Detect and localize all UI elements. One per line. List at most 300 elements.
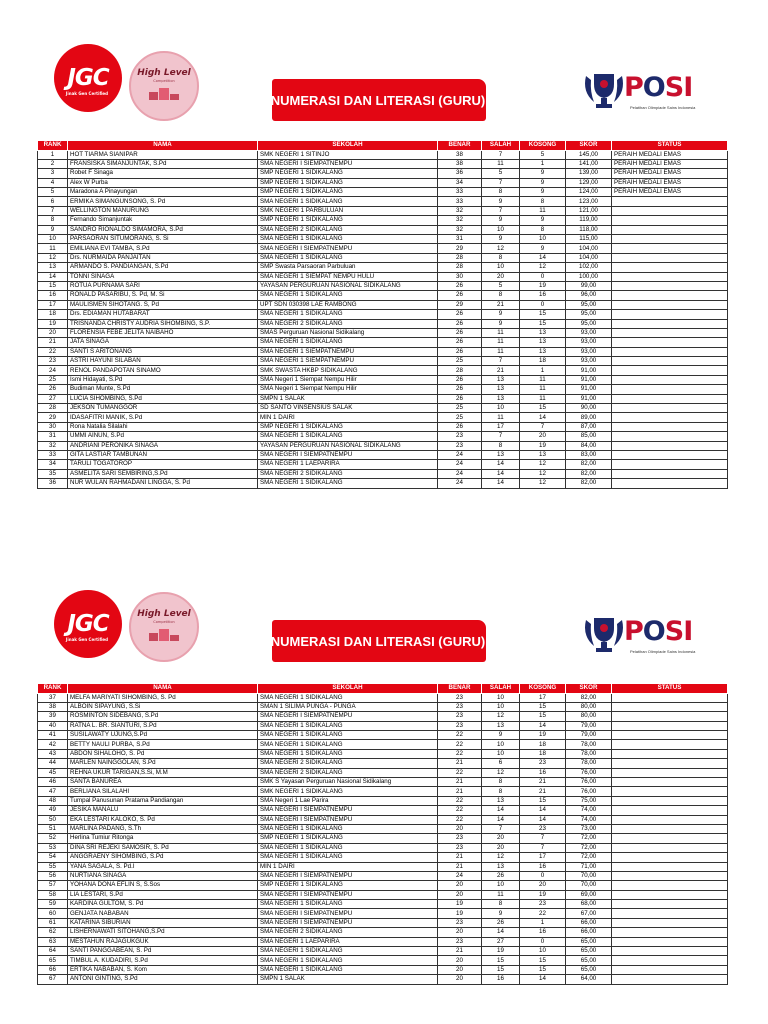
cell-kosong: 14 bbox=[520, 975, 566, 984]
cell-benar: 21 bbox=[438, 787, 482, 796]
cell-sekolah: SMA NEGERI 1 SIDIKALANG bbox=[258, 479, 438, 488]
cell-status bbox=[612, 768, 728, 777]
cell-status bbox=[612, 815, 728, 824]
cell-sekolah: SMA NEGERI I SIEMPATNEMPU bbox=[258, 890, 438, 899]
cell-sekolah: SMA NEGERI 1 SIDIKALANG bbox=[258, 338, 438, 347]
table-row bbox=[38, 422, 728, 431]
cell-kosong: 12 bbox=[520, 263, 566, 272]
table-header-row bbox=[38, 684, 728, 694]
cell-status bbox=[612, 272, 728, 281]
table-row bbox=[38, 956, 728, 965]
cell-sekolah: SMA NEGERI 1 SIDIKALANG bbox=[258, 900, 438, 909]
cell-benar: 26 bbox=[438, 422, 482, 431]
cell-kosong: 0 bbox=[520, 937, 566, 946]
cell-status bbox=[612, 441, 728, 450]
cell-kosong: 5 bbox=[520, 150, 566, 159]
table-row bbox=[38, 787, 728, 796]
cell-sekolah: SMA NEGERI 1 SIDIKALANG bbox=[258, 853, 438, 862]
cell-status bbox=[612, 975, 728, 984]
table-body bbox=[38, 150, 728, 488]
table-row bbox=[38, 394, 728, 403]
cell-skor: 118,00 bbox=[566, 225, 612, 234]
cell-benar: 23 bbox=[438, 693, 482, 702]
cell-rank: 30 bbox=[38, 422, 68, 431]
cell-nama: RATNA L. BR. SIANTURI, S.Pd bbox=[68, 721, 258, 730]
cell-nama: ARMANDO S. PANDIANGAN, S.Pd bbox=[68, 263, 258, 272]
cell-skor: 129,00 bbox=[566, 178, 612, 187]
cell-status: PERAIH MEDALI EMAS bbox=[612, 178, 728, 187]
table-row bbox=[38, 244, 728, 253]
cell-status bbox=[612, 965, 728, 974]
cell-kosong: 17 bbox=[520, 853, 566, 862]
cell-kosong: 1 bbox=[520, 159, 566, 168]
cell-kosong: 23 bbox=[520, 824, 566, 833]
cell-benar: 22 bbox=[438, 806, 482, 815]
cell-status bbox=[612, 404, 728, 413]
cell-nama: RENOL PANDAPOTAN SINAMO bbox=[68, 366, 258, 375]
cell-rank: 22 bbox=[38, 347, 68, 356]
cell-kosong: 7 bbox=[520, 422, 566, 431]
cell-skor: 72,00 bbox=[566, 834, 612, 843]
cell-rank: 1 bbox=[38, 150, 68, 159]
column-header-rank: RANK bbox=[38, 141, 68, 151]
high-level-logo-subtext: Competition bbox=[153, 79, 175, 83]
cell-salah: 11 bbox=[482, 338, 520, 347]
cell-nama: ERMIKA SIMANGUNSONG, S. Pd bbox=[68, 197, 258, 206]
cell-rank: 21 bbox=[38, 338, 68, 347]
cell-skor: 91,00 bbox=[566, 375, 612, 384]
cell-nama: Budiman Munte, S.Pd bbox=[68, 385, 258, 394]
column-header-status: STATUS bbox=[612, 141, 728, 151]
cell-status bbox=[612, 263, 728, 272]
cell-rank: 6 bbox=[38, 197, 68, 206]
cell-status bbox=[612, 253, 728, 262]
table-row bbox=[38, 721, 728, 730]
cell-benar: 22 bbox=[438, 768, 482, 777]
cell-nama: SANDRO RIONALDO SIMAMORA, S.Pd bbox=[68, 225, 258, 234]
jgc-logo bbox=[54, 590, 122, 658]
table-row bbox=[38, 815, 728, 824]
cell-skor: 115,00 bbox=[566, 235, 612, 244]
cell-sekolah: SMA NEGERI 1 SIDIKALANG bbox=[258, 956, 438, 965]
cell-benar: 26 bbox=[438, 328, 482, 337]
cell-skor: 65,00 bbox=[566, 947, 612, 956]
table-row bbox=[38, 347, 728, 356]
cell-nama: MAULISMEN SIHOTANG. S, Pd bbox=[68, 300, 258, 309]
table-row bbox=[38, 225, 728, 234]
table-row bbox=[38, 197, 728, 206]
cell-sekolah: SMA NEGERI I SIEMPATNEMPU bbox=[258, 451, 438, 460]
cell-status bbox=[612, 947, 728, 956]
cell-benar: 31 bbox=[438, 235, 482, 244]
cell-nama: BETTY NAULI PURBA, S.Pd bbox=[68, 740, 258, 749]
table-row bbox=[38, 319, 728, 328]
cell-sekolah: SMA NEGERI 1 SIDIKALANG bbox=[258, 310, 438, 319]
cell-salah: 11 bbox=[482, 347, 520, 356]
table-row bbox=[38, 909, 728, 918]
table-row bbox=[38, 310, 728, 319]
cell-benar: 28 bbox=[438, 253, 482, 262]
cell-nama: ABDON SIHALOHO, S. Pd bbox=[68, 749, 258, 758]
cell-skor: 83,00 bbox=[566, 451, 612, 460]
cell-nama: REHNA UKUR TARIGAN,S.Si, M.M bbox=[68, 768, 258, 777]
column-header-benar: BENAR bbox=[438, 141, 482, 151]
cell-skor: 66,00 bbox=[566, 918, 612, 927]
cell-nama: LIA LESTARI, S.Pd bbox=[68, 890, 258, 899]
cell-salah: 7 bbox=[482, 357, 520, 366]
cell-nama: GENJATA NABABAN bbox=[68, 909, 258, 918]
cell-nama: ALBOIN SIPAYUNG, S.Si bbox=[68, 702, 258, 711]
table-row bbox=[38, 235, 728, 244]
cell-benar: 26 bbox=[438, 338, 482, 347]
cell-nama: Drs. EDIAMAN HUTABARAT bbox=[68, 310, 258, 319]
cell-sekolah: SMA NEGERI 2 SIDIKALANG bbox=[258, 319, 438, 328]
table-row bbox=[38, 853, 728, 862]
cell-salah: 9 bbox=[482, 319, 520, 328]
event-title-banner bbox=[272, 79, 486, 121]
cell-skor: 64,00 bbox=[566, 975, 612, 984]
cell-skor: 79,00 bbox=[566, 731, 612, 740]
cell-benar: 23 bbox=[438, 721, 482, 730]
cell-kosong: 11 bbox=[520, 375, 566, 384]
cell-status bbox=[612, 310, 728, 319]
trophy-icon bbox=[580, 612, 628, 656]
cell-rank: 50 bbox=[38, 815, 68, 824]
cell-salah: 26 bbox=[482, 918, 520, 927]
cell-kosong: 13 bbox=[520, 328, 566, 337]
cell-nama: KARDINA GULTOM, S. Pd bbox=[68, 900, 258, 909]
ranking-table bbox=[37, 140, 728, 489]
table-row bbox=[38, 778, 728, 787]
cell-nama: SANTI S ARITONANG bbox=[68, 347, 258, 356]
cell-nama: JEKSON TUMANGGOR bbox=[68, 404, 258, 413]
cell-benar: 23 bbox=[438, 702, 482, 711]
cell-nama: ANTONI GINTING, S.Pd bbox=[68, 975, 258, 984]
cell-rank: 20 bbox=[38, 328, 68, 337]
cell-nama: RONALD PASARIBU, S. Pd, M. Si bbox=[68, 291, 258, 300]
cell-rank: 9 bbox=[38, 225, 68, 234]
cell-nama: SUSILAWATY UJUNG,S.Pd bbox=[68, 731, 258, 740]
cell-skor: 79,00 bbox=[566, 721, 612, 730]
cell-benar: 22 bbox=[438, 815, 482, 824]
cell-benar: 24 bbox=[438, 460, 482, 469]
cell-status bbox=[612, 918, 728, 927]
cell-salah: 17 bbox=[482, 422, 520, 431]
table-row bbox=[38, 796, 728, 805]
table-row bbox=[38, 206, 728, 215]
cell-salah: 8 bbox=[482, 778, 520, 787]
table-row bbox=[38, 731, 728, 740]
cell-rank: 38 bbox=[38, 702, 68, 711]
cell-rank: 19 bbox=[38, 319, 68, 328]
table-row bbox=[38, 432, 728, 441]
cell-rank: 59 bbox=[38, 900, 68, 909]
cell-kosong: 18 bbox=[520, 357, 566, 366]
cell-rank: 25 bbox=[38, 375, 68, 384]
cell-skor: 65,00 bbox=[566, 937, 612, 946]
column-header-sekolah: SEKOLAH bbox=[258, 684, 438, 694]
cell-salah: 8 bbox=[482, 188, 520, 197]
cell-rank: 8 bbox=[38, 216, 68, 225]
cell-sekolah: SMA NEGERI I SIEMPATNEMPU bbox=[258, 806, 438, 815]
cell-rank: 4 bbox=[38, 178, 68, 187]
cell-benar: 26 bbox=[438, 291, 482, 300]
cell-kosong: 15 bbox=[520, 965, 566, 974]
cell-nama: SANTA BANUREA bbox=[68, 778, 258, 787]
cell-benar: 34 bbox=[438, 178, 482, 187]
cell-salah: 9 bbox=[482, 197, 520, 206]
podium-icon bbox=[147, 86, 181, 100]
cell-status bbox=[612, 216, 728, 225]
cell-salah: 20 bbox=[482, 834, 520, 843]
cell-status bbox=[612, 281, 728, 290]
cell-salah: 13 bbox=[482, 385, 520, 394]
cell-rank: 43 bbox=[38, 749, 68, 758]
cell-status bbox=[612, 834, 728, 843]
cell-status bbox=[612, 300, 728, 309]
table-row bbox=[38, 702, 728, 711]
cell-kosong: 11 bbox=[520, 385, 566, 394]
cell-skor: 141,00 bbox=[566, 159, 612, 168]
cell-status bbox=[612, 956, 728, 965]
cell-skor: 104,00 bbox=[566, 253, 612, 262]
cell-salah: 8 bbox=[482, 787, 520, 796]
cell-status bbox=[612, 413, 728, 422]
cell-status bbox=[612, 479, 728, 488]
cell-kosong: 0 bbox=[520, 871, 566, 880]
cell-kosong: 15 bbox=[520, 796, 566, 805]
cell-sekolah: SMA NEGERI 2 SIDIKALANG bbox=[258, 469, 438, 478]
column-header-status: STATUS bbox=[612, 684, 728, 694]
cell-rank: 64 bbox=[38, 947, 68, 956]
cell-kosong: 12 bbox=[520, 460, 566, 469]
cell-nama: MESTAHUN RAJAGUKGUK bbox=[68, 937, 258, 946]
cell-sekolah: SMK S Yayasan Perguruan Nasional Sidikalang bbox=[258, 778, 438, 787]
table-row bbox=[38, 918, 728, 927]
table-row bbox=[38, 291, 728, 300]
cell-benar: 20 bbox=[438, 965, 482, 974]
table-row bbox=[38, 460, 728, 469]
cell-nama: JESIKA MANALU bbox=[68, 806, 258, 815]
cell-salah: 14 bbox=[482, 460, 520, 469]
cell-salah: 14 bbox=[482, 806, 520, 815]
column-header-nama: NAMA bbox=[68, 141, 258, 151]
cell-sekolah: SMA NEGERI 1 SIDIKALANG bbox=[258, 432, 438, 441]
cell-benar: 30 bbox=[438, 272, 482, 281]
cell-kosong: 9 bbox=[520, 169, 566, 178]
cell-kosong: 9 bbox=[520, 216, 566, 225]
cell-rank: 10 bbox=[38, 235, 68, 244]
cell-salah: 13 bbox=[482, 394, 520, 403]
cell-sekolah: SMPN 1 SALAK bbox=[258, 975, 438, 984]
cell-salah: 12 bbox=[482, 853, 520, 862]
cell-kosong: 19 bbox=[520, 281, 566, 290]
cell-status bbox=[612, 347, 728, 356]
cell-sekolah: SMA NEGERI 1 SIDIKALANG bbox=[258, 740, 438, 749]
cell-status bbox=[612, 702, 728, 711]
cell-status bbox=[612, 291, 728, 300]
cell-nama: Herlina Tumiur Ritonga bbox=[68, 834, 258, 843]
cell-skor: 65,00 bbox=[566, 965, 612, 974]
podium-icon bbox=[147, 627, 181, 641]
cell-kosong: 14 bbox=[520, 806, 566, 815]
table-row bbox=[38, 159, 728, 168]
cell-benar: 29 bbox=[438, 300, 482, 309]
table-row bbox=[38, 937, 728, 946]
cell-kosong: 15 bbox=[520, 319, 566, 328]
cell-skor: 76,00 bbox=[566, 787, 612, 796]
cell-status bbox=[612, 909, 728, 918]
cell-sekolah: SMA NEGERI 2 SIDIKALANG bbox=[258, 759, 438, 768]
cell-salah: 9 bbox=[482, 909, 520, 918]
column-header-salah: SALAH bbox=[482, 684, 520, 694]
cell-sekolah: SMA NEGERI 2 SIDIKALANG bbox=[258, 225, 438, 234]
cell-skor: 102,00 bbox=[566, 263, 612, 272]
cell-kosong: 19 bbox=[520, 890, 566, 899]
cell-sekolah: SMA NEGERI 1 SIDIKALANG bbox=[258, 843, 438, 852]
cell-salah: 6 bbox=[482, 759, 520, 768]
cell-benar: 20 bbox=[438, 975, 482, 984]
posi-logo bbox=[580, 68, 702, 116]
cell-salah: 7 bbox=[482, 206, 520, 215]
cell-benar: 25 bbox=[438, 404, 482, 413]
cell-rank: 2 bbox=[38, 159, 68, 168]
cell-salah: 11 bbox=[482, 159, 520, 168]
posi-tagline: Pelatihan Olimpiade Sains Indonesia bbox=[630, 105, 696, 110]
cell-nama: Rona Natalia Silalahi bbox=[68, 422, 258, 431]
cell-skor: 84,00 bbox=[566, 441, 612, 450]
cell-status bbox=[612, 796, 728, 805]
cell-sekolah: SMP NEGERI 1 SIDIKALANG bbox=[258, 422, 438, 431]
cell-salah: 13 bbox=[482, 796, 520, 805]
table-row bbox=[38, 806, 728, 815]
cell-sekolah: SMA NEGERI 1 SIDIKALANG bbox=[258, 197, 438, 206]
cell-status bbox=[612, 432, 728, 441]
cell-sekolah: SMA NEGERI I SIEMPATNEMPU bbox=[258, 909, 438, 918]
cell-skor: 91,00 bbox=[566, 385, 612, 394]
cell-rank: 14 bbox=[38, 272, 68, 281]
table-row bbox=[38, 768, 728, 777]
cell-nama: ANGGRAENY SIHOMBING, S.Pd bbox=[68, 853, 258, 862]
cell-skor: 121,00 bbox=[566, 206, 612, 215]
cell-salah: 13 bbox=[482, 375, 520, 384]
cell-nama: Drs. NURMAIDA PANJAITAN bbox=[68, 253, 258, 262]
cell-skor: 78,00 bbox=[566, 740, 612, 749]
event-title: NUMERASI DAN LITERASI (GURU) bbox=[270, 92, 486, 108]
cell-benar: 21 bbox=[438, 862, 482, 871]
cell-kosong: 20 bbox=[520, 881, 566, 890]
cell-salah: 10 bbox=[482, 693, 520, 702]
cell-status bbox=[612, 721, 728, 730]
cell-skor: 76,00 bbox=[566, 778, 612, 787]
table-row bbox=[38, 712, 728, 721]
cell-status: PERAIH MEDALI EMAS bbox=[612, 188, 728, 197]
cell-nama: NUR WULAN RAHMADANI LINGGA, S. Pd bbox=[68, 479, 258, 488]
cell-skor: 65,00 bbox=[566, 956, 612, 965]
table-row bbox=[38, 479, 728, 488]
cell-skor: 82,00 bbox=[566, 460, 612, 469]
cell-nama: EKA LESTARI KALOKO, S. Pd bbox=[68, 815, 258, 824]
cell-rank: 62 bbox=[38, 928, 68, 937]
cell-salah: 11 bbox=[482, 413, 520, 422]
cell-status bbox=[612, 806, 728, 815]
table-row bbox=[38, 890, 728, 899]
cell-nama: Robet F Sinaga bbox=[68, 169, 258, 178]
cell-skor: 78,00 bbox=[566, 749, 612, 758]
ranking-table bbox=[37, 683, 728, 985]
cell-skor: 70,00 bbox=[566, 881, 612, 890]
cell-benar: 23 bbox=[438, 937, 482, 946]
cell-benar: 20 bbox=[438, 956, 482, 965]
cell-skor: 70,00 bbox=[566, 871, 612, 880]
cell-kosong: 1 bbox=[520, 366, 566, 375]
table-row bbox=[38, 300, 728, 309]
cell-skor: 139,00 bbox=[566, 169, 612, 178]
cell-salah: 7 bbox=[482, 178, 520, 187]
cell-rank: 18 bbox=[38, 310, 68, 319]
cell-benar: 20 bbox=[438, 890, 482, 899]
cell-nama: Maradona A Pinayungan bbox=[68, 188, 258, 197]
cell-salah: 13 bbox=[482, 862, 520, 871]
column-header-sekolah: SEKOLAH bbox=[258, 141, 438, 151]
cell-nama: HOT TIARMA SIANIPAR bbox=[68, 150, 258, 159]
cell-status bbox=[612, 900, 728, 909]
cell-nama: ANDRIANI PERONIKA SINAGA bbox=[68, 441, 258, 450]
cell-skor: 93,00 bbox=[566, 328, 612, 337]
cell-rank: 58 bbox=[38, 890, 68, 899]
cell-benar: 20 bbox=[438, 928, 482, 937]
cell-salah: 8 bbox=[482, 441, 520, 450]
cell-salah: 13 bbox=[482, 721, 520, 730]
cell-status bbox=[612, 843, 728, 852]
cell-status bbox=[612, 871, 728, 880]
cell-salah: 7 bbox=[482, 824, 520, 833]
cell-skor: 67,00 bbox=[566, 909, 612, 918]
cell-skor: 96,00 bbox=[566, 291, 612, 300]
posi-wordmark: POSI bbox=[624, 72, 693, 103]
cell-rank: 24 bbox=[38, 366, 68, 375]
cell-sekolah: SMP Swasta Parsaoran Parbuluan bbox=[258, 263, 438, 272]
cell-kosong: 0 bbox=[520, 300, 566, 309]
cell-nama: NURTIANA SINAGA bbox=[68, 871, 258, 880]
cell-status bbox=[612, 740, 728, 749]
cell-salah: 9 bbox=[482, 216, 520, 225]
cell-nama: ERTIKA NABABAN, S. Kom bbox=[68, 965, 258, 974]
cell-salah: 21 bbox=[482, 366, 520, 375]
cell-salah: 11 bbox=[482, 328, 520, 337]
column-header-rank: RANK bbox=[38, 684, 68, 694]
cell-status: PERAIH MEDALI EMAS bbox=[612, 159, 728, 168]
cell-sekolah: SMA NEGERI I SIEMPATNEMPU bbox=[258, 871, 438, 880]
column-header-kosong: KOSONG bbox=[520, 141, 566, 151]
cell-kosong: 8 bbox=[520, 197, 566, 206]
cell-status bbox=[612, 928, 728, 937]
cell-nama: Fernando Simanjuntak bbox=[68, 216, 258, 225]
cell-nama: FLORENSIA FEBE JELITA NAIBAHO bbox=[68, 328, 258, 337]
cell-skor: 91,00 bbox=[566, 366, 612, 375]
cell-skor: 95,00 bbox=[566, 319, 612, 328]
cell-salah: 10 bbox=[482, 749, 520, 758]
cell-skor: 73,00 bbox=[566, 824, 612, 833]
cell-skor: 68,00 bbox=[566, 900, 612, 909]
cell-kosong: 23 bbox=[520, 900, 566, 909]
cell-nama: LISHERNAWATI SITOHANG,S.Pd bbox=[68, 928, 258, 937]
cell-benar: 23 bbox=[438, 712, 482, 721]
cell-skor: 104,00 bbox=[566, 244, 612, 253]
cell-rank: 45 bbox=[38, 768, 68, 777]
cell-status bbox=[612, 890, 728, 899]
cell-sekolah: SMA NEGERI 1 SIDIKALANG bbox=[258, 749, 438, 758]
